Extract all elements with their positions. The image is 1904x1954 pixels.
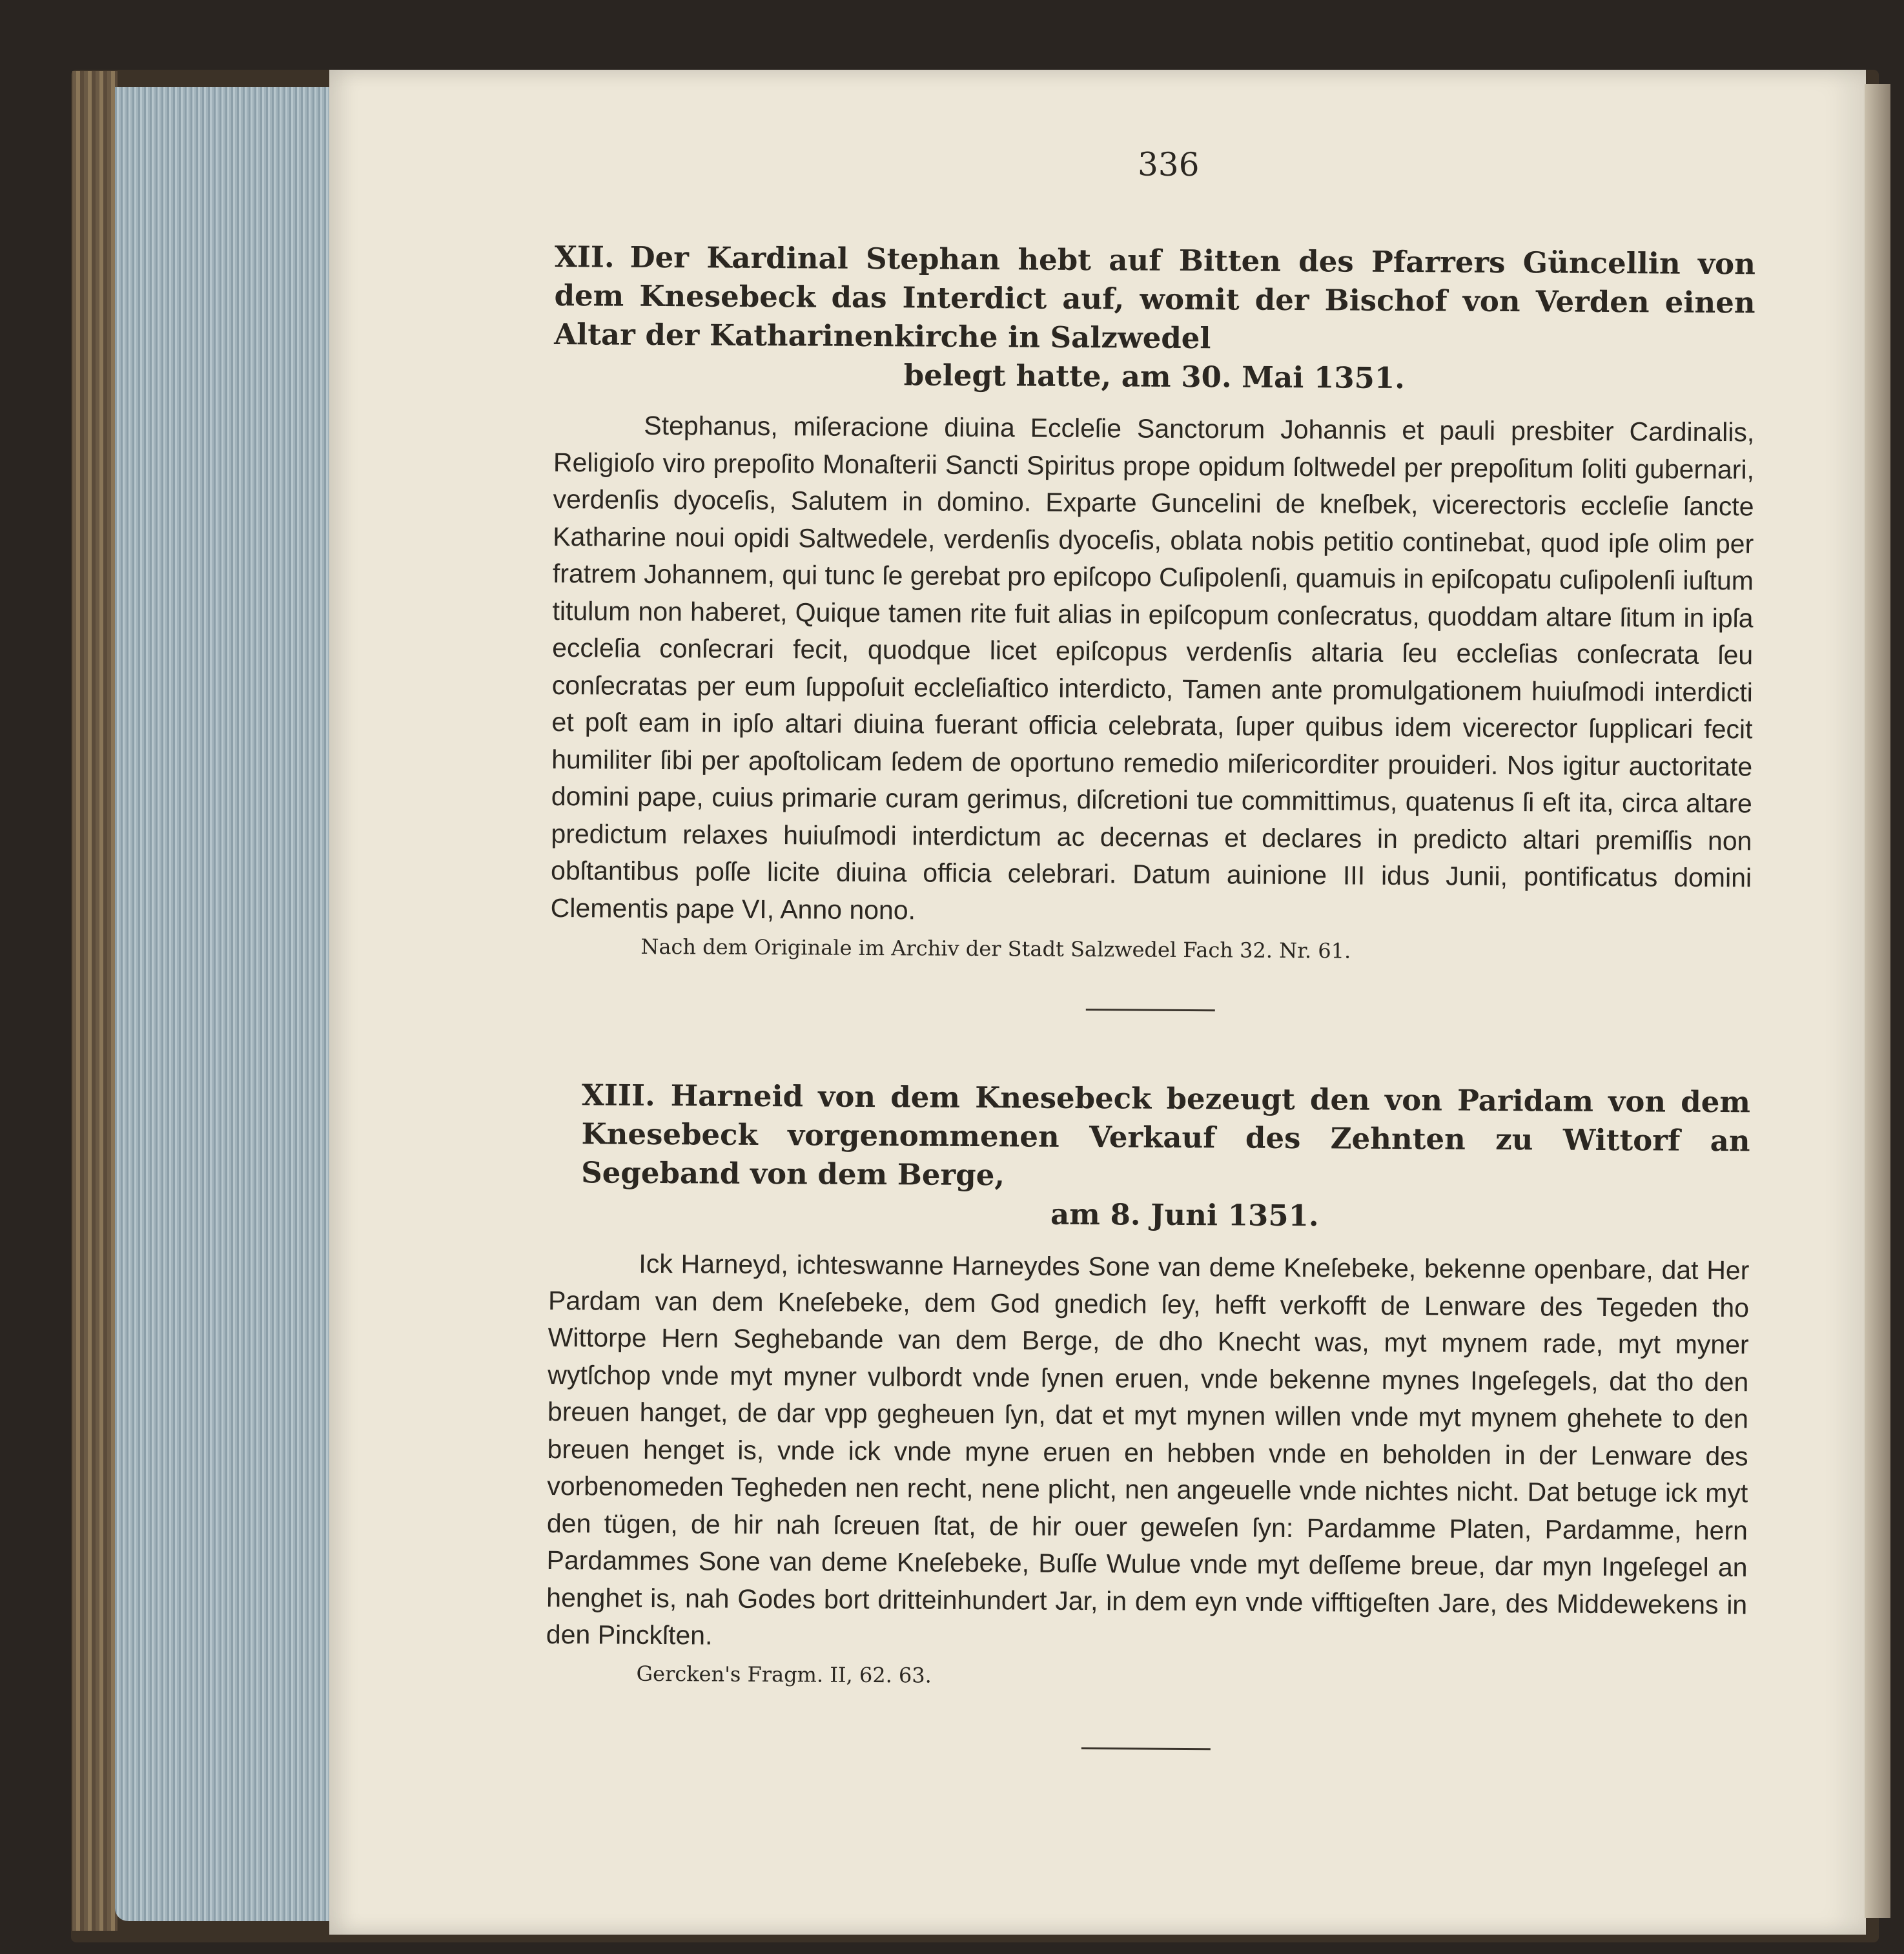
section-divider bbox=[1086, 1009, 1215, 1011]
document-section-xiii bbox=[546, 1076, 1750, 1696]
section-heading bbox=[581, 1076, 1750, 1238]
section-date: belegt hatte, am 30. Mai 1351. bbox=[903, 358, 1406, 396]
right-page-edge bbox=[1865, 84, 1890, 1918]
section-heading bbox=[554, 238, 1756, 400]
section-number: XIII. bbox=[581, 1078, 655, 1113]
section-date: am 8. Juni 1351. bbox=[1050, 1197, 1319, 1233]
section-text: Stephanus, miſeracione diuina Eccleſie Sanctorum Johannis et pauli presbiter Cardinalis, Religioſo viro prepoſito Monaſterii Sancti Spiritus prope opidum ſoltwedel per prepoſitum ſoliti gubernari, verdenſis dyoceſis, Salutem in domino. Exparte Guncelini de kneſbek, vicerectoris eccleſie ſancte Katharine noui opidi Saltwedele, verdenſis dyoceſis, oblata nobis petitio continebat, quod ipſe olim per fratrem Johannem, qui tunc ſe gerebat pro epiſcopo Cuſipolenſi, quamuis in epiſcopatu cuſipolenſi iuſtum titulum non haberet, Quique tamen rite fuit alias in epiſcopum conſecratus, quoddam altare ſitum in ipſa eccleſia conſecrari fecit, quodque licet epiſcopus verdenſis altaria ſeu eccleſias conſecrata ſeu conſecratas per eum ſuppoſuit eccleſiaſtico interdicto, Tamen ante promulgationem huiuſmodi interdicti et poſt eam in ipſo altari diuina fuerant officia celebrata, ſuper quibus idem vicerector ſupplicari fecit humiliter ſibi per apoſtolicam ſedem de oportuno remedio miſericorditer prouideri. Nos igitur auctoritate domini pape, cuius primarie curam gerimus, diſcretioni tue committimus, quatenus ſi eſt ita, circa altare predictum relaxes huiuſmodi interdictum ac decernas et declares in predicto altari premiſſis non obſtantibus poſſe licite diuina officia celebrari. Datum auinione III idus Junii, pontificatus domini Clementis pape VI, Anno nono. bbox=[550, 410, 1755, 925]
section-title: Der Kardinal Stephan hebt auf Bitten des Pfarrers Güncellin von dem Knesebeck das Interdict auf, womit der Bischof von Verden einen Altar der Katharinenkirche in Salzwedel bbox=[554, 240, 1756, 356]
source-note: Nach dem Originale im Archiv der Stadt Salzwedel Fach 32. Nr. 61. bbox=[640, 934, 1351, 963]
section-body bbox=[551, 407, 1755, 934]
page-number: 336 bbox=[1137, 145, 1200, 184]
section-body bbox=[546, 1245, 1750, 1661]
book-spine-edge bbox=[72, 71, 118, 1931]
source-note: Gercken's Fragm. II, 62. 63. bbox=[636, 1661, 932, 1688]
document-section-xii bbox=[550, 238, 1756, 969]
page-content bbox=[546, 142, 1756, 1753]
page-fore-edge bbox=[115, 87, 334, 1921]
section-text: Ick Harneyd, ichteswanne Harneydes Sone van deme Kneſebeke, bekenne openbare, dat Her Pardam van dem Kneſebeke, dem God gnedich ſey, hefft verkofft de Lenware des Tegeden tho Wittorpe Hern Seghebande van dem Berge, de dho Knecht was, myt mynem rade, myt myner wytſchop vnde myt myner vulbordt vnde ſynen eruen, vnde bekenne mynes Ingeſegels, dat tho den breuen hanget, de dar vpp gegheuen ſyn, dat et myt mynen willen vnde myt mynem ghehete to den breuen henget is, vnde ick vnde myne eruen en hebben vnde en beholden in der Lenware des vorbenomeden Tegheden nen recht, nene plicht, nen angeuelle vnde nichtes nicht. Dat betuge ick myt den tügen, de hir nah ſcreuen ſtat, de hir ouer geweſen ſyn: Pardamme Platen, Pardamme, hern Pardammes Sone van deme Kneſebeke, Buſſe Wulue vnde myt deſſeme breue, dar myn Ingeſegel an henghet is, nah Godes bort dritteinhundert Jar, in dem eyn vnde vifftigeſten Jare, des Middewekens in den Pinckſten. bbox=[546, 1248, 1750, 1651]
section-title: Harneid von dem Knesebeck bezeugt den von Paridam von dem Knesebeck vorgenommenen Verkauf des Zehnten zu Wittorf an Segeband von dem Berge, bbox=[581, 1078, 1751, 1193]
section-number: XII. bbox=[554, 239, 615, 274]
